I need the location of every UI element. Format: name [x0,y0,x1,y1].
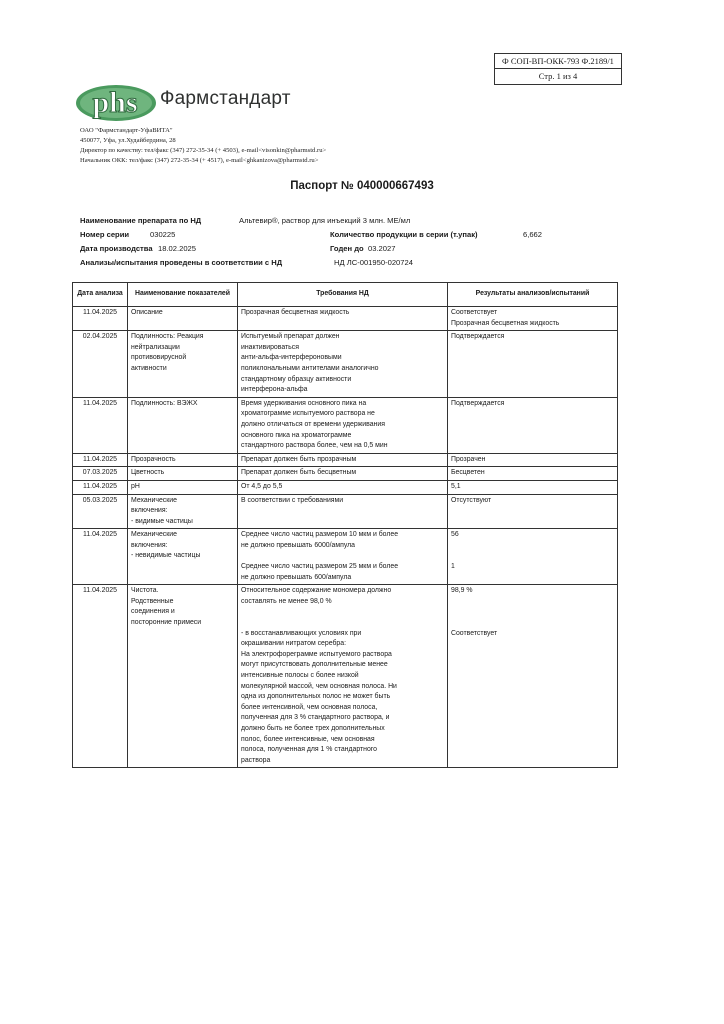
company-logo-name: Фармстандарт [160,88,291,109]
passport-title: Паспорт № 040000667493 [290,180,434,192]
row-date: 11.04.2025 [73,529,128,585]
row-date: 05.03.2025 [73,494,128,529]
table-row [73,529,618,585]
table-row [73,307,618,331]
header-results: Результаты анализов/испытаний [448,283,618,307]
row-results: Подтверждается [448,397,618,453]
row-date: 07.03.2025 [73,467,128,481]
row-indicator: Подлинность: ВЭЖХ [128,397,238,453]
row-requirements: Время удерживания основного пика на хроматограмме испытуемого раствора не должно отличаться от времени удерживания основного пика на хроматограмме стандартного раствора более, чем на 0,5 мин [238,397,448,453]
quantity-value: 6,662 [523,230,543,239]
valid-until-label: Годен до [330,244,364,253]
valid-until-value: 03.2027 [368,244,396,253]
product-value: Альтевир®, раствор для инъекций 3 млн. МЕ/мл [239,216,411,225]
table-row [73,467,618,481]
row-results: Соответствует Прозрачная бесцветная жидкость [448,307,618,331]
product-label: Наименование препарата по НД [80,216,202,225]
row-indicator: Цветность [128,467,238,481]
row-results: 5,1 [448,480,618,494]
row-requirements: Препарат должен быть прозрачным [238,453,448,467]
table-row [73,453,618,467]
row-results: 98,9 % Соответствует [448,585,618,768]
production-date-label: Дата производства [80,244,153,253]
row-requirements: Относительное содержание мономера должно составлять не менее 98,0 % - в восстанавливающих условиях при окрашивании нитратом серебра: На электрофореграмме испытуемого раствора могут присутствовать дополнительные менее интенсивные полосы с более низкой молекулярной массой, чем основная полоса. Ни одна из дополнительных полос не может быть более интенсивной, чем основная полоса, полученная для 3 % стандартного раствора, и должно быть не более трех дополнительных полос, более интенсивные, чем основная полоса, полученная для 1 % стандартного раствора [238,585,448,768]
row-results: Бесцветен [448,467,618,481]
row-results: Подтверждается [448,331,618,398]
form-code: Ф СОП-ВП-ОКК-793 Ф.2189/1 [495,54,621,69]
table-row [73,397,618,453]
row-date: 02.04.2025 [73,331,128,398]
row-indicator: Описание [128,307,238,331]
row-date: 11.04.2025 [73,585,128,768]
series-value: 030225 [150,230,176,239]
table-header-row [73,283,618,307]
row-requirements: Прозрачная бесцветная жидкость [238,307,448,331]
row-date: 11.04.2025 [73,397,128,453]
table-row [73,480,618,494]
production-date-value: 18.02.2025 [158,244,197,253]
row-requirements: Испытуемый препарат должен инактивироваться анти-альфа-интерфероновыми поликлональными антителами аналогично стандартному образцу активности интерферона-альфа [238,331,448,398]
row-indicator: Прозрачность [128,453,238,467]
row-requirements: В соответствии с требованиями [238,494,448,529]
row-results: 56 1 [448,529,618,585]
form-code-box [494,53,622,85]
row-requirements: Препарат должен быть бесцветным [238,467,448,481]
table-row [73,494,618,529]
header-requirements: Требования НД [238,283,448,307]
analyses-label: Анализы/испытания проведены в соответствии с НД [80,258,283,267]
row-date: 11.04.2025 [73,480,128,494]
row-indicator: Чистота. Родственные соединения и посторонние примеси [128,585,238,768]
row-requirements: От 4,5 до 5,5 [238,480,448,494]
row-date: 11.04.2025 [73,307,128,331]
header-indicator: Наименование показателей [128,283,238,307]
row-results: Прозрачен [448,453,618,467]
row-indicator: Подлинность: Реакция нейтрализации противовирусной активности [128,331,238,398]
head-okk-contact: Начальник ОКК: тел/факс (347) 272-35-34 (+ 4517), e-mail<ghkanizova@pharmstd.ru> [80,157,319,164]
company-address: 450077, Уфа, ул.Худайбердина, 28 [80,137,176,144]
company-name: ОАО "Фармстандарт-УфаВИТА" [80,127,173,134]
quantity-label: Количество продукции в серии (т.упак) [330,230,478,239]
analyses-value: НД ЛС-001950-020724 [334,258,413,267]
page-number: Стр. 1 из 4 [538,71,578,81]
header-date: Дата анализа [73,283,128,307]
row-requirements: Среднее число частиц размером 10 мкм и более не должно превышать 6000/ампула Среднее число частиц размером 25 мкм и более не должно превышать 600/ампула [238,529,448,585]
row-date: 11.04.2025 [73,453,128,467]
row-indicator: Механические включения: - видимые частицы [128,494,238,529]
director-contact: Директор по качеству: тел/факс (347) 272-35-34 (+ 4503), e-mail<visonkin@pharmstd.ru> [80,147,327,154]
row-indicator: pH [128,480,238,494]
logo-mark-text: phs [92,86,138,119]
company-logo-mark [70,82,160,124]
series-label: Номер серии [80,230,130,239]
table-body [73,307,618,768]
analysis-table [72,282,618,768]
table-row [73,585,618,768]
row-results: Отсутствуют [448,494,618,529]
table-row [73,331,618,398]
row-indicator: Механические включения: - невидимые частицы [128,529,238,585]
